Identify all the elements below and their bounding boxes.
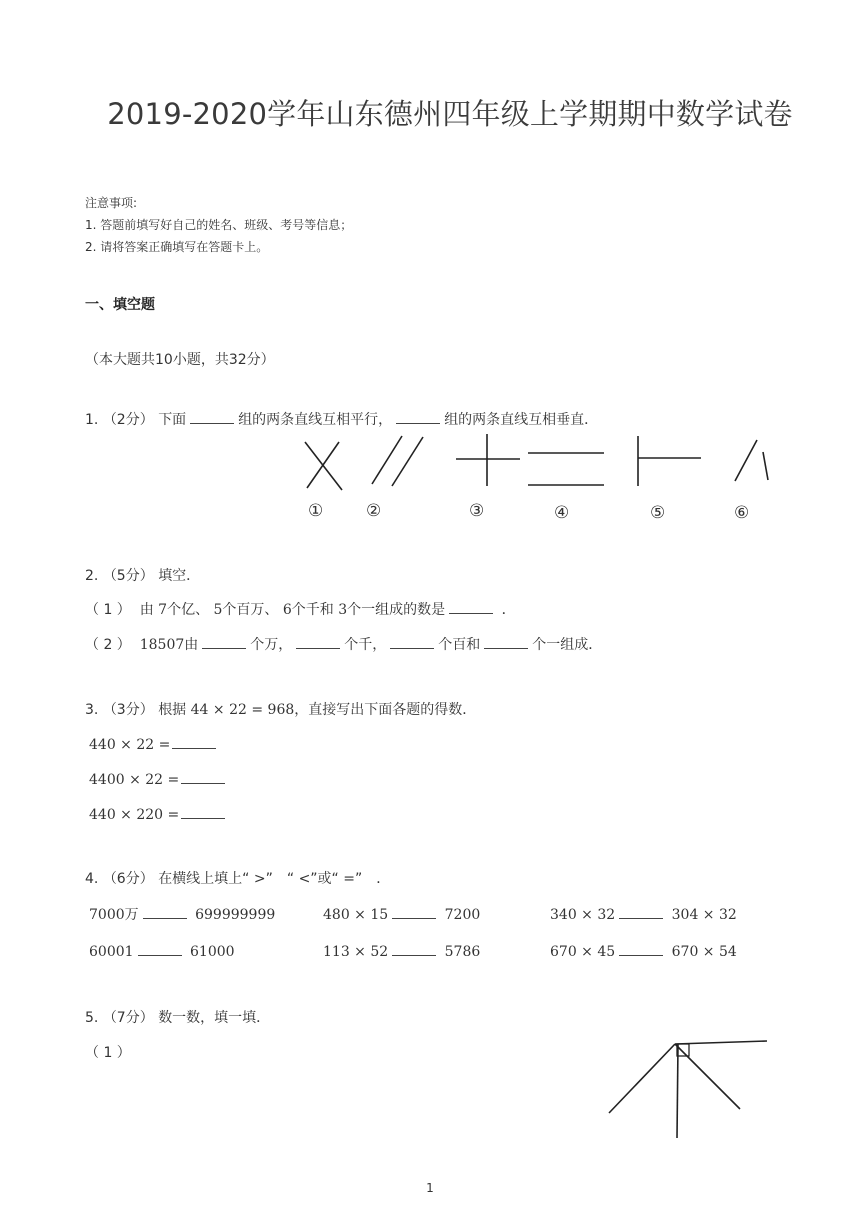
question-text: 组的两条直线互相平行，	[238, 412, 393, 428]
question-number: 4.	[85, 871, 99, 887]
q4-item-r1c3	[550, 904, 737, 923]
math-expression: 440 × 22 =	[89, 737, 171, 753]
figure-label-4: ④	[554, 503, 570, 523]
question-4	[85, 868, 390, 888]
compare-left: 60001	[89, 944, 134, 960]
question-3	[85, 699, 476, 719]
figure-label-1: ①	[308, 501, 324, 521]
question-points: （2分）	[102, 412, 154, 428]
page-number: 1	[426, 1181, 434, 1195]
compare-right: 304 × 32	[671, 907, 737, 923]
answer-blank[interactable]	[484, 634, 528, 649]
q3-item-2	[89, 769, 229, 788]
question-text: 18507由	[139, 637, 199, 653]
compare-left: 480 × 15	[323, 907, 389, 923]
figure-label-5: ⑤	[650, 503, 666, 523]
answer-blank[interactable]	[390, 634, 434, 649]
question-points: （5分）	[102, 568, 154, 584]
answer-blank[interactable]	[392, 941, 436, 956]
question-text: 由 7个亿、 5个百万、 6个千和 3个一组成的数是	[139, 602, 446, 618]
q4-item-r2c1	[89, 941, 235, 960]
compare-right: 7200	[444, 907, 481, 923]
compare-left: 340 × 32	[550, 907, 616, 923]
q5-angle-figure	[600, 1032, 780, 1144]
answer-blank[interactable]	[396, 409, 440, 424]
question-number: 1.	[85, 412, 99, 428]
q3-item-1	[89, 734, 220, 753]
sub-label: （ 1 ）	[85, 602, 131, 618]
compare-right: 699999999	[195, 907, 276, 923]
question-text: 组的两条直线互相垂直．	[444, 412, 599, 428]
figure6-line-b	[763, 452, 768, 480]
q4-item-r1c2	[323, 904, 480, 923]
answer-blank[interactable]	[138, 941, 182, 956]
question-text: 数一数，填一填．	[158, 1010, 271, 1026]
compare-left: 113 × 52	[323, 944, 389, 960]
question-text: ．	[501, 602, 516, 618]
question-points: （3分）	[102, 702, 154, 718]
answer-blank[interactable]	[190, 409, 234, 424]
compare-right: 670 × 54	[671, 944, 737, 960]
section-title: 一、填空题	[85, 297, 155, 313]
answer-blank[interactable]	[143, 904, 187, 919]
question-number: 2.	[85, 568, 99, 584]
answer-blank[interactable]	[172, 734, 216, 749]
notes-item-2: 2. 请将答案正确填写在答题卡上。	[85, 240, 269, 254]
math-expression: 440 × 220 =	[89, 807, 180, 823]
question-text: ，直接写出下面各题的得数．	[294, 702, 477, 718]
question-text: 个百和	[438, 637, 481, 653]
question-text: 填空．	[158, 568, 201, 584]
q4-item-r1c1	[89, 904, 275, 924]
answer-blank[interactable]	[296, 634, 340, 649]
question-text: 在横线上填上“ >” “ <”或“ =” ．	[158, 871, 391, 887]
question-2	[85, 565, 200, 585]
question-2-sub-1	[85, 599, 516, 619]
answer-blank[interactable]	[449, 599, 493, 614]
section-subtitle: （本大题共10小题，共32分）	[85, 352, 275, 368]
answer-blank[interactable]	[181, 804, 225, 819]
figure-label-2: ②	[366, 501, 382, 521]
compare-left: 670 × 45	[550, 944, 616, 960]
right-angle-mark	[677, 1044, 689, 1056]
answer-blank[interactable]	[202, 634, 246, 649]
notes-item-1: 1. 答题前填写好自己的姓名、班级、考号等信息；	[85, 218, 353, 232]
answer-blank[interactable]	[181, 769, 225, 784]
answer-blank[interactable]	[619, 904, 663, 919]
question-number: 3.	[85, 702, 99, 718]
question-points: （7分）	[102, 1010, 154, 1026]
compare-left: 7000万	[89, 907, 139, 923]
math-expression: 44 × 22 = 968	[190, 702, 295, 718]
q3-item-3	[89, 804, 229, 823]
answer-blank[interactable]	[619, 941, 663, 956]
answer-blank[interactable]	[392, 904, 436, 919]
compare-right: 5786	[444, 944, 481, 960]
question-5-sub-1: （ 1 ）	[85, 1045, 131, 1061]
question-text: 个万，	[250, 637, 293, 653]
page-title: 2019-2020学年山东德州四年级上学期期中数学试卷	[107, 97, 793, 131]
question-text: 下面	[158, 412, 187, 428]
question-text: 个一组成．	[532, 637, 603, 653]
question-2-sub-2	[85, 634, 602, 654]
compare-right: 61000	[190, 944, 235, 960]
ray-down	[677, 1044, 678, 1138]
ray-right	[675, 1044, 740, 1109]
notes-heading: 注意事项:	[85, 196, 138, 210]
sub-label: （ 2 ）	[85, 637, 131, 653]
q4-item-r2c2	[323, 941, 480, 960]
figure-label-6: ⑥	[734, 503, 750, 523]
q1-lines-figure	[290, 430, 790, 500]
figure6-line-a	[735, 440, 757, 481]
math-expression: 4400 × 22 =	[89, 772, 180, 788]
question-text: 根据	[158, 702, 187, 718]
question-1	[85, 409, 598, 429]
question-5	[85, 1007, 270, 1027]
q4-item-r2c3	[550, 941, 737, 960]
figure-label-3: ③	[469, 501, 485, 521]
question-text: 个千，	[344, 637, 387, 653]
ray-left	[609, 1044, 675, 1113]
question-number: 5.	[85, 1010, 99, 1026]
question-points: （6分）	[102, 871, 154, 887]
